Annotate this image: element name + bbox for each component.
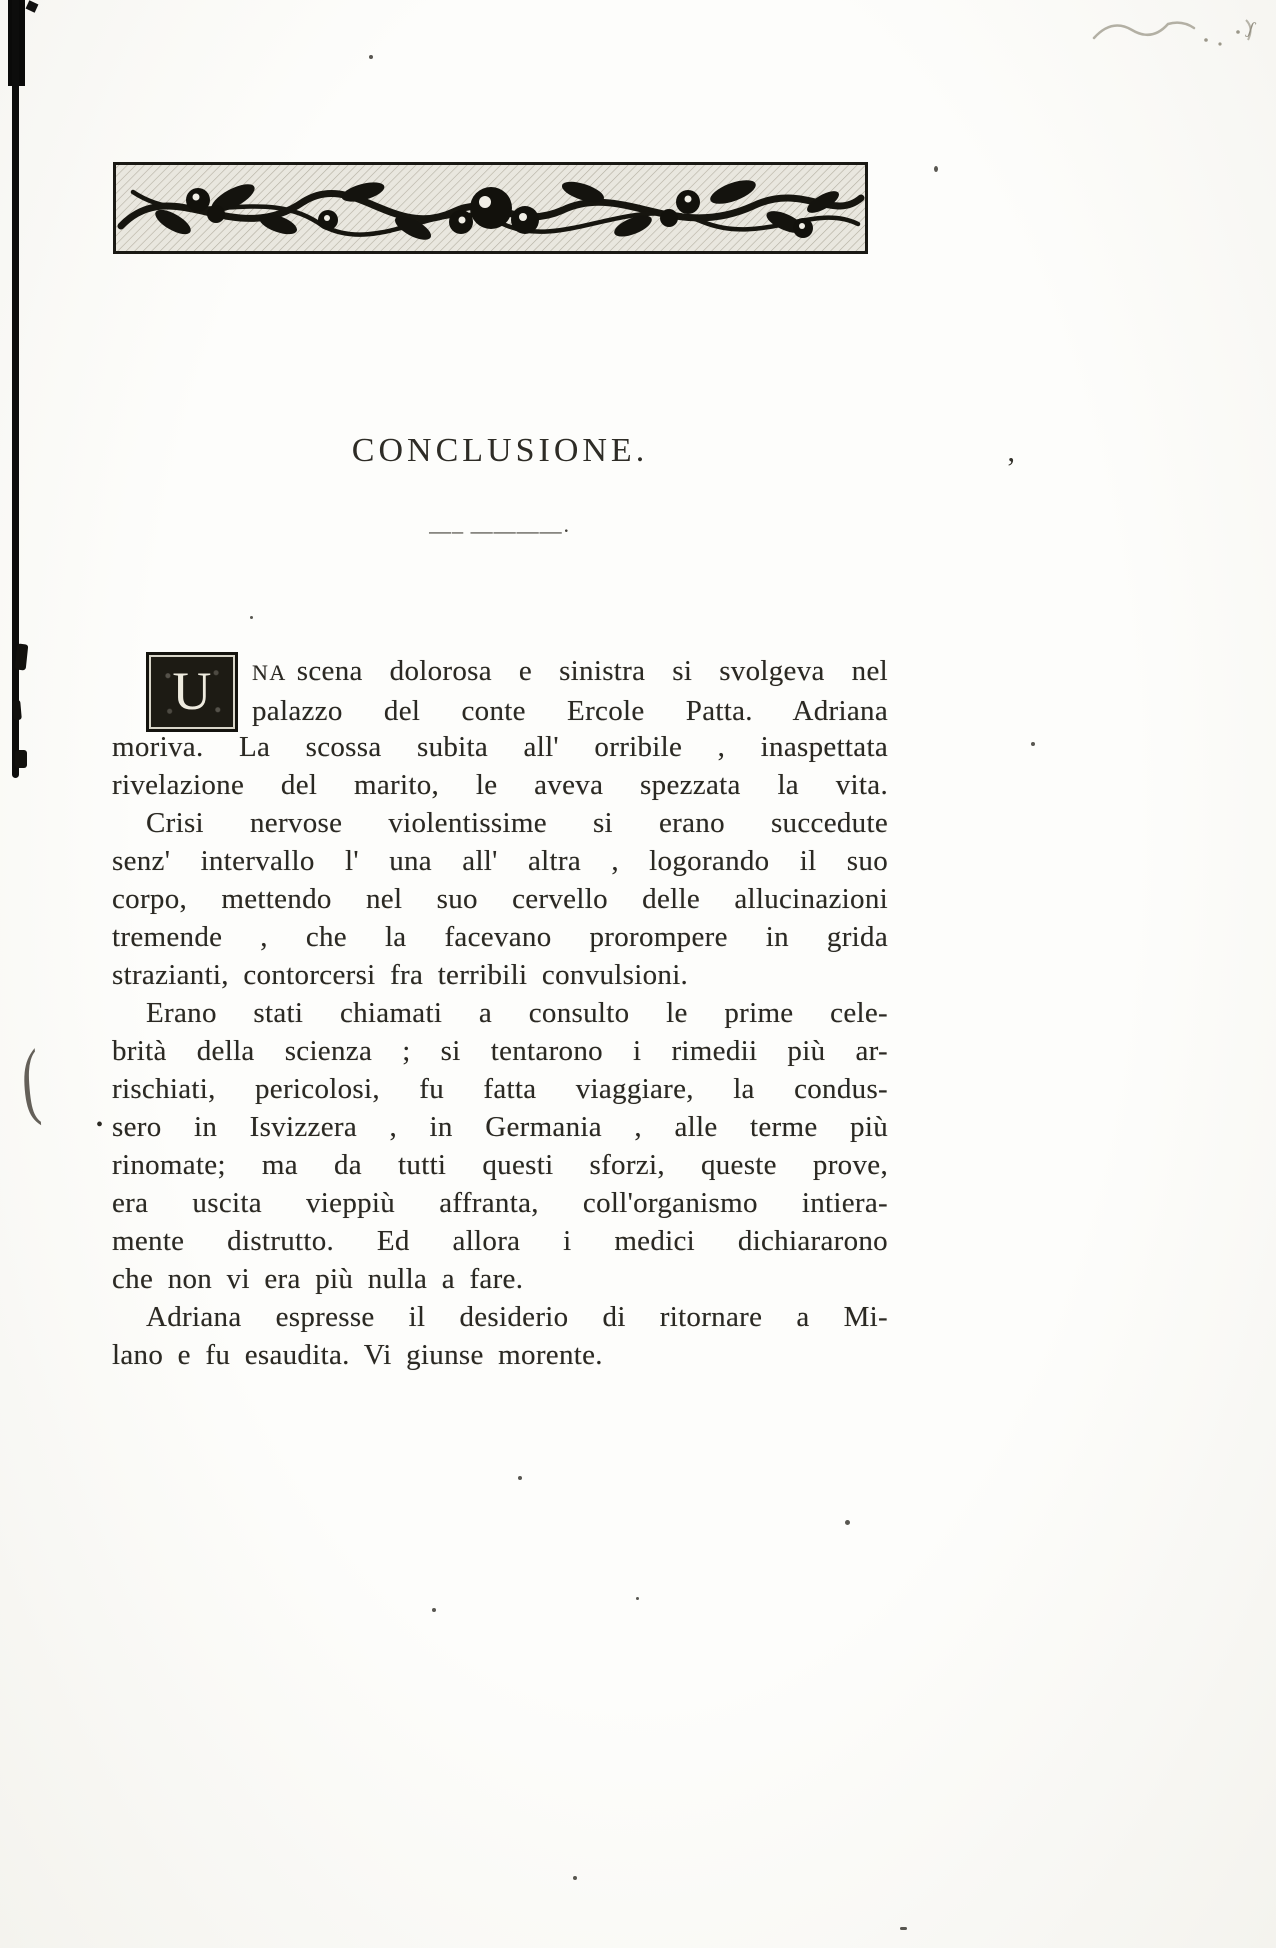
ink-speck [1031, 742, 1035, 746]
text-line: era uscita vieppiù affranta, coll'organismo intiera- [112, 1187, 888, 1219]
page-content [112, 0, 888, 1948]
edge-squiggle-artifact: ʃ [1245, 17, 1258, 39]
text-line: tremende , che la facevano prorompere in grida [112, 921, 888, 953]
chapter-title: CONCLUSIONE. [351, 432, 649, 469]
text-line: Erano stati chiamati a consulto le prime cele- [146, 997, 888, 1029]
drop-cap-initial: U [146, 652, 238, 732]
margin-bullet-mark: • [96, 1114, 104, 1136]
ink-speck [934, 166, 938, 172]
section-divider: —– ————· [429, 518, 571, 543]
paragraph-1 [112, 652, 888, 804]
text-line: lano e fu esaudita. Vi giunse morente. [112, 1339, 603, 1371]
margin-paren-mark: ( [17, 1030, 43, 1130]
scan-corner-mark-artifact [26, 0, 39, 12]
ornament-band [113, 162, 868, 254]
text-line: sero in Isvizzera , in Germania , alle terme più [112, 1111, 888, 1143]
floral-woodcut-ornament-icon [113, 162, 868, 254]
scan-blob-artifact [15, 750, 27, 768]
pencil-scribble-artifact [1088, 4, 1264, 56]
text-line: brità della scienza ; si tentarono i rimedii più ar- [112, 1035, 888, 1067]
body-text [112, 652, 888, 1374]
drop-cap-lines [252, 652, 888, 730]
text-line [252, 652, 888, 692]
paragraph-4 [112, 1298, 888, 1374]
text-line: mente distrutto. Ed allora i medici dichiararono [112, 1225, 888, 1257]
text-line-fragment: scena dolorosa e sinistra si svolgeva nel [296, 655, 888, 687]
scan-blob-artifact [15, 643, 29, 670]
text-line: rinomate; ma da tutti questi sforzi, queste prove, [112, 1149, 888, 1181]
text-line: rivelazione del marito, le aveva spezzata la vita. [112, 769, 888, 801]
small-caps-lead: NA [252, 660, 287, 685]
text-line: rischiati, pericolosi, fu fatta viaggiare, la condus- [112, 1073, 888, 1105]
paragraph-3 [112, 994, 888, 1298]
paragraph-2 [112, 804, 888, 994]
ink-speck [900, 1927, 907, 1930]
margin-apostrophe-mark: ʼ [1006, 452, 1016, 485]
text-line: Crisi nervose violentissime si erano succedute [146, 807, 888, 839]
scan-blob-artifact [12, 700, 22, 721]
text-line: corpo, mettendo nel suo cervello delle allucinazioni [112, 883, 888, 915]
text-line: senz' intervallo l' una all' altra , logorando il suo [112, 845, 888, 877]
text-line: moriva. La scossa subita all' orribile , inaspettata [112, 731, 888, 763]
text-line: palazzo del conte Ercole Patta. Adriana [252, 695, 888, 727]
text-line: che non vi era più nulla a fare. [112, 1263, 524, 1295]
text-line: Adriana espresse il desiderio di ritornare a Mi- [146, 1301, 888, 1333]
drop-cap-row [112, 652, 888, 728]
text-line: strazianti, contorcersi fra terribili convulsioni. [112, 959, 689, 991]
